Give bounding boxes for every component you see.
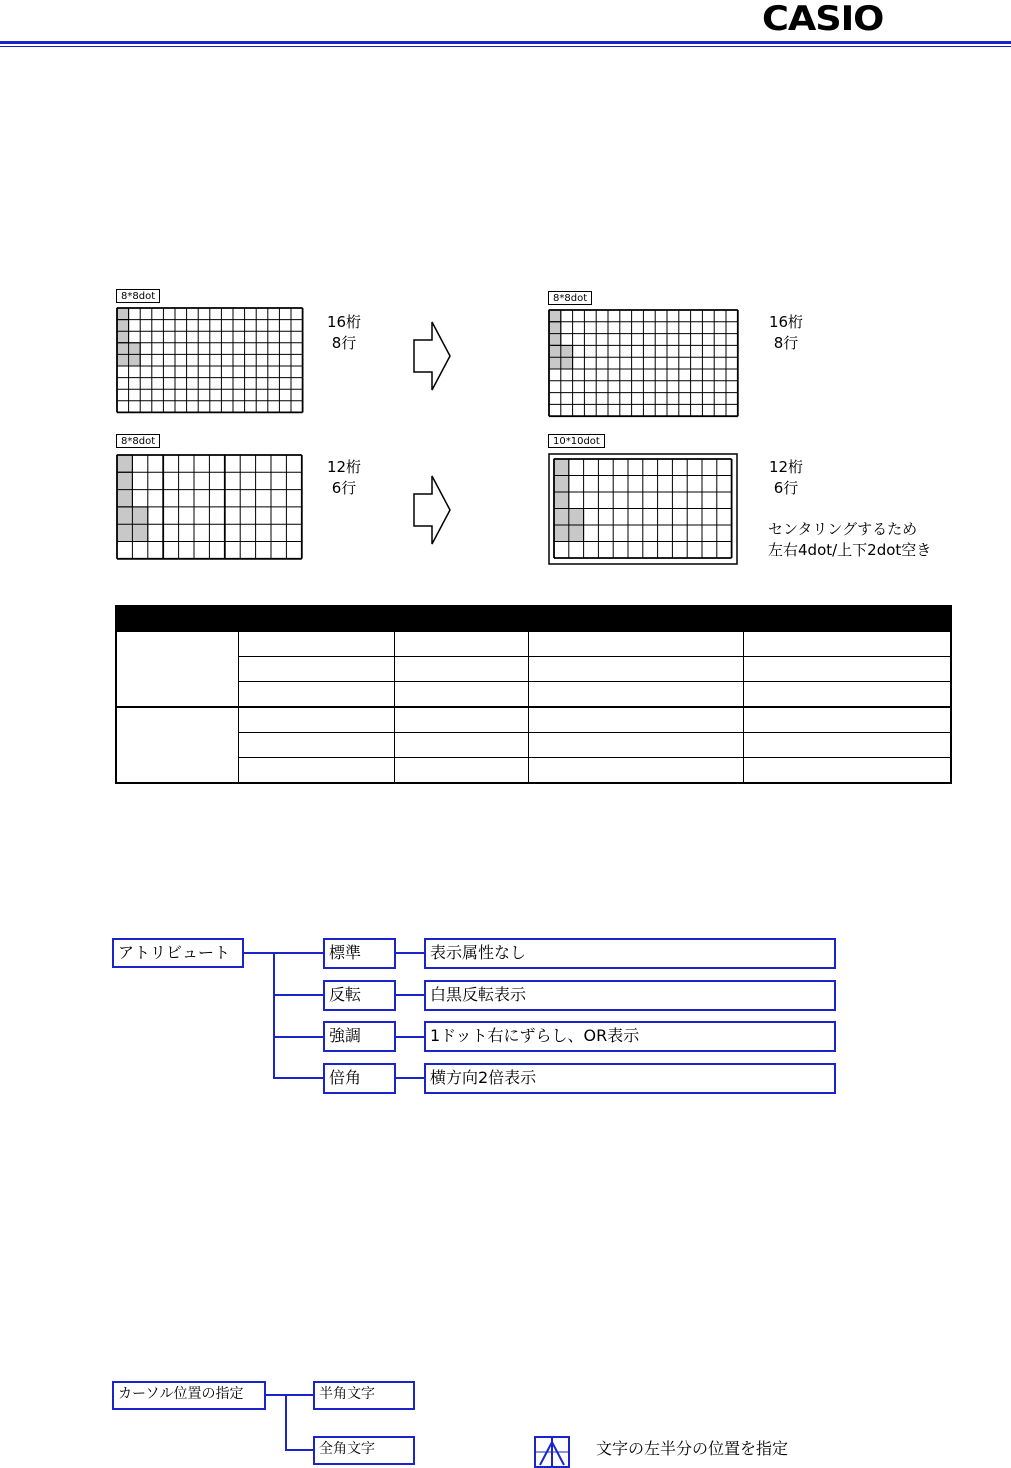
- dot-grid-after-12x6: [548, 453, 740, 567]
- grid-size-tag: 8*8dot: [116, 434, 160, 448]
- attribute-reverse-box: 反転: [323, 980, 396, 1011]
- tree-connector: [273, 1077, 324, 1079]
- grid-columns-label: 16桁: [768, 313, 804, 331]
- table-cell: [394, 733, 528, 758]
- table-cell: [239, 707, 395, 733]
- table-header-cell: [116, 606, 239, 632]
- tree-connector: [285, 1449, 314, 1451]
- grid-size-tag: 8*8dot: [116, 289, 160, 303]
- shaded-char-cell: [117, 308, 129, 320]
- dot-grid-after-16x8: [548, 309, 740, 419]
- grid-label: [762, 312, 810, 354]
- table-cell: [394, 758, 528, 784]
- table-row: [116, 657, 951, 682]
- spec-table: [115, 605, 952, 784]
- table-group-cell: [116, 632, 239, 708]
- grid-columns-label: 16桁: [326, 313, 362, 331]
- shaded-char-cell: [554, 459, 569, 476]
- grid-rows-label: 8行: [773, 334, 799, 352]
- table-cell: [394, 657, 528, 682]
- grid-columns-label: 12桁: [768, 458, 804, 476]
- table-cell: [394, 632, 528, 657]
- dot-grid-before-16x8: [116, 307, 306, 415]
- table-cell: [528, 657, 743, 682]
- arrow-right-icon: [412, 474, 454, 546]
- tree-connector: [395, 952, 425, 954]
- grid-size-tag: 8*8dot: [548, 291, 592, 305]
- attribute-bold-box: 強調: [323, 1021, 396, 1052]
- centering-note: [768, 519, 931, 561]
- fullwidth-char-icon: [534, 1436, 570, 1468]
- attribute-reverse-desc: 白黒反転表示: [424, 980, 836, 1011]
- table-cell: [743, 707, 951, 733]
- table-cell: [528, 707, 743, 733]
- grid-rows-label: 8行: [331, 334, 357, 352]
- table-row: [116, 733, 951, 758]
- table-header-cell: [528, 606, 743, 632]
- table-header-cell: [239, 606, 528, 632]
- table-cell: [743, 632, 951, 657]
- table-row: [116, 758, 951, 784]
- table-cell: [239, 682, 395, 708]
- attribute-double-width-box: 倍角: [323, 1063, 396, 1094]
- attribute-root-box: アトリビュート: [112, 938, 244, 968]
- table-cell: [743, 657, 951, 682]
- grid-columns-label: 12桁: [326, 458, 362, 476]
- table-cell: [239, 657, 395, 682]
- cursor-halfwidth-box: 半角文字: [313, 1381, 415, 1410]
- table-cell: [743, 758, 951, 784]
- tree-connector: [266, 1394, 314, 1396]
- table-cell: [528, 682, 743, 708]
- table-cell: [394, 682, 528, 708]
- cursor-fullwidth-box: 全角文字: [313, 1436, 415, 1465]
- grid-label: [762, 457, 810, 499]
- tree-connector: [244, 952, 324, 954]
- attribute-double-width-desc: 横方向2倍表示: [424, 1063, 836, 1094]
- table-cell: [239, 632, 395, 657]
- cursor-root-box: カーソル位置の指定: [112, 1381, 266, 1410]
- table-header-cell: [743, 606, 951, 632]
- table-cell: [528, 758, 743, 784]
- table-cell: [743, 733, 951, 758]
- grid-label: [320, 457, 368, 499]
- grid-label: [320, 312, 368, 354]
- grid-rows-label: 6行: [773, 479, 799, 497]
- table-row: [116, 682, 951, 708]
- tree-connector: [273, 994, 324, 996]
- centering-note-line1: センタリングするため: [768, 520, 918, 538]
- attribute-bold-desc: 1ドット右にずらし、OR表示: [424, 1021, 836, 1052]
- table-cell: [239, 758, 395, 784]
- table-cell: [528, 632, 743, 657]
- table-header-row: [116, 606, 951, 632]
- table-cell: [394, 707, 528, 733]
- arrow-right-icon: [412, 320, 454, 392]
- grid-size-tag: 10*10dot: [548, 434, 605, 448]
- grid-rows-label: 6行: [331, 479, 357, 497]
- casio-logo: CASIO: [762, 0, 884, 39]
- tree-connector: [273, 1036, 324, 1038]
- tree-connector: [273, 952, 275, 1078]
- shaded-char-cell: [117, 455, 132, 472]
- table-group-cell: [116, 707, 239, 783]
- table-row: [116, 707, 951, 733]
- table-cell: [239, 733, 395, 758]
- fullwidth-legend-text: 文字の左半分の位置を指定: [596, 1439, 789, 1458]
- table-cell: [743, 682, 951, 708]
- tree-connector: [395, 1077, 425, 1079]
- table-cell: [528, 733, 743, 758]
- attribute-standard-desc: 表示属性なし: [424, 938, 836, 969]
- font-grid-figure: [0, 0, 1011, 600]
- dot-grid-before-12x6: [116, 452, 306, 562]
- attribute-standard-box: 標準: [323, 938, 396, 969]
- tree-connector: [285, 1394, 287, 1450]
- tree-connector: [395, 1036, 425, 1038]
- shaded-char-cell: [549, 310, 561, 322]
- tree-connector: [395, 994, 425, 996]
- table-row: [116, 632, 951, 657]
- centering-note-line2: 左右4dot/上下2dot空き: [768, 541, 932, 559]
